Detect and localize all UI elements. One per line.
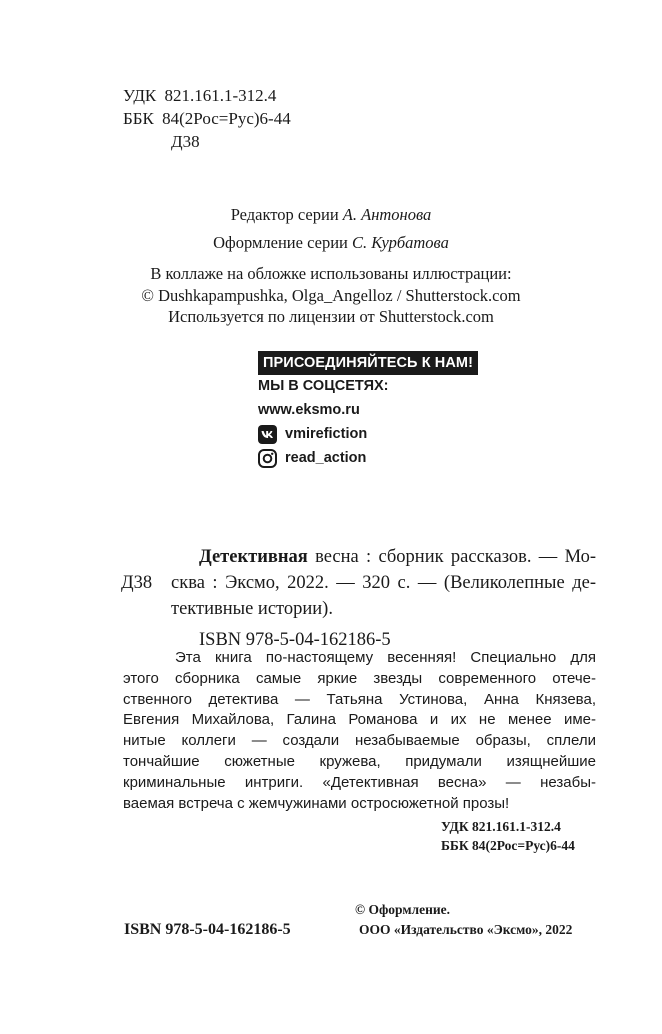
footer-udk: УДК 821.161.1-312.4 [441, 819, 561, 834]
website-link[interactable]: www.eksmo.ru [258, 402, 360, 418]
record-line-3: тективные истории). [171, 599, 333, 619]
social-block [258, 352, 478, 470]
bibliographic-record [121, 544, 596, 653]
udk-line [123, 85, 276, 107]
footer-bbk: ББК 84(2Рос=Рус)6-44 [441, 838, 575, 853]
udk-value: 821.161.1-312.4 [164, 86, 277, 105]
series-design [0, 232, 662, 254]
publisher-copyright: ООО «Издательство «Эксмо», 2022 [359, 922, 573, 937]
bbk-label: ББК [123, 109, 154, 128]
description-line: Эта книга по-настоящему весенняя! Специально для [175, 649, 596, 666]
footer-isbn: ISBN 978-5-04-162186-5 [124, 921, 291, 938]
description-line: тончайшие сюжетные кружева, придумали изящнейшие [123, 752, 596, 770]
description-line: ственного детектива — Татьяна Устинова, Анна Князева, [123, 690, 596, 708]
udk-label: УДК [123, 86, 157, 105]
series-editor-name: А. Антонова [342, 205, 432, 224]
author-sign-annotation: Д38 [121, 573, 153, 593]
illustration-credit-2: © Dushkapampushka, Olga_Angelloz / Shutterstock.com [141, 286, 521, 305]
instagram-handle: read_action [285, 450, 367, 466]
author-sign-top: Д38 [171, 132, 200, 151]
description-line: ваемая встреча с жемчужинами остросюжетной прозы! [123, 794, 510, 812]
record-line-1-rest: весна : сборник рассказов. — Мо- [315, 547, 597, 567]
instagram-icon [258, 449, 277, 468]
record-line-1 [121, 544, 596, 570]
description-line: криминальные интриги. «Детективная весна» — незабы- [123, 773, 596, 791]
bbk-value: 84(2Рос=Рус)6-44 [162, 109, 291, 128]
record-title-bold: Детективная [199, 547, 308, 567]
series-design-label: Оформление серии [213, 233, 348, 252]
record-isbn: ISBN 978-5-04-162186-5 [199, 630, 391, 650]
vk-icon [258, 425, 277, 444]
social-subtitle: МЫ В СОЦСЕТЯХ: [258, 378, 389, 394]
license-note: Используется по лицензии от Shutterstock.com [168, 307, 494, 326]
design-copyright: © Оформление. [355, 902, 451, 917]
description-line: Евгения Михайлова, Галина Романова и их не менее име- [123, 711, 596, 729]
bbk-line [123, 108, 291, 130]
vk-handle: vmirefiction [285, 426, 368, 442]
series-editor [0, 204, 662, 226]
record-line-2: сква : Эксмо, 2022. — 320 с. — (Великолепные де- [171, 573, 596, 593]
illustration-credit-1: В коллаже на обложке использованы иллюстрации: [150, 264, 512, 283]
series-editor-label: Редактор серии [230, 205, 339, 224]
description-line: нитые коллеги — создали незабываемые образы, сплели [123, 732, 596, 750]
vk-row[interactable] [258, 422, 478, 446]
description-line: этого сборника самые яркие звезды современного отече- [123, 669, 596, 687]
join-us-banner: ПРИСОЕДИНЯЙТЕСЬ К НАМ! [258, 351, 478, 375]
book-description [123, 648, 596, 814]
instagram-row[interactable] [258, 446, 478, 470]
series-design-name: С. Курбатова [351, 233, 449, 252]
